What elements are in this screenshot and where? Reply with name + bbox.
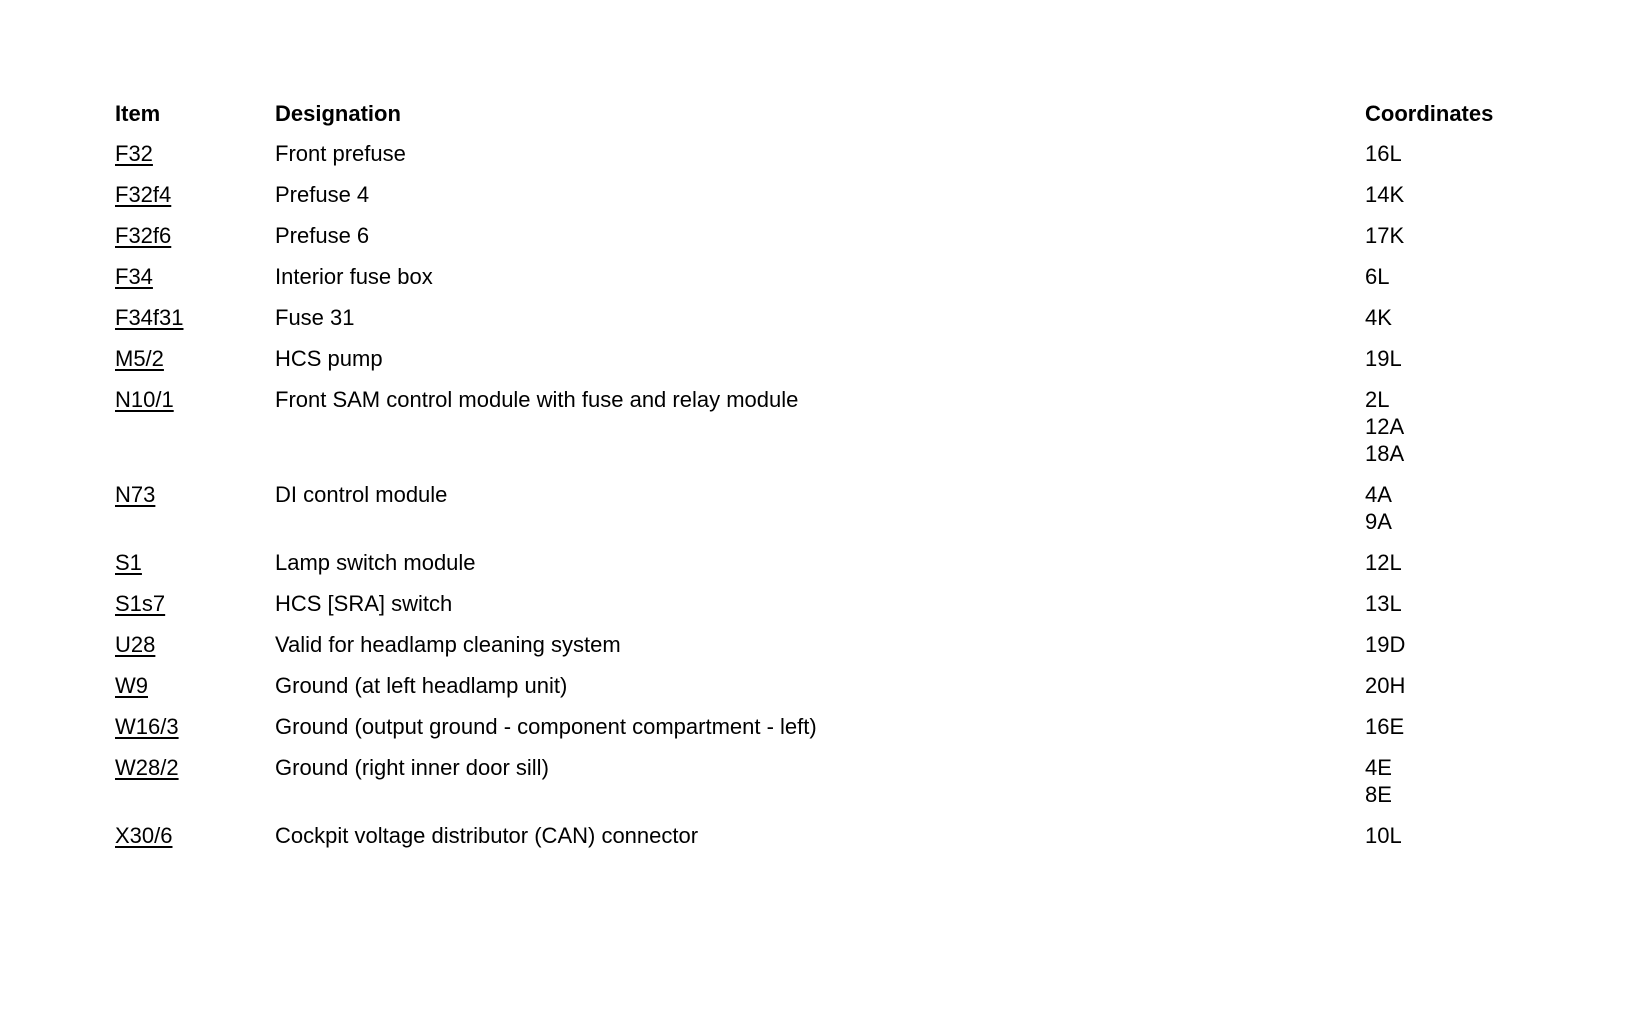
coordinates-cell <box>1365 672 1565 699</box>
item-link[interactable]: F34f31 <box>115 305 184 330</box>
item-link[interactable]: M5/2 <box>115 346 164 371</box>
coordinates-cell <box>1365 140 1565 167</box>
item-link[interactable]: F32f4 <box>115 182 172 207</box>
designation-cell: HCS pump <box>275 346 383 371</box>
item-link[interactable]: U28 <box>115 632 156 657</box>
table-row <box>115 263 1575 304</box>
table-row <box>115 481 1575 549</box>
designation-cell: Front prefuse <box>275 141 406 166</box>
item-cell <box>115 140 275 167</box>
table-row <box>115 386 1575 481</box>
table-header-row <box>115 100 1575 140</box>
coordinate-value: 12A <box>1365 414 1405 439</box>
item-cell <box>115 672 275 699</box>
item-cell <box>115 304 275 331</box>
item-link[interactable]: W9 <box>115 673 148 698</box>
designation-cell: Prefuse 4 <box>275 182 370 207</box>
item-cell <box>115 754 275 781</box>
item-link[interactable]: W16/3 <box>115 714 179 739</box>
coordinate-value: 19D <box>1365 632 1406 657</box>
coordinates-cell <box>1365 481 1565 535</box>
designation-cell: Fuse 31 <box>275 305 355 330</box>
item-cell <box>115 481 275 508</box>
table-row <box>115 140 1575 181</box>
coordinate-value: 12L <box>1365 550 1402 575</box>
table-row <box>115 590 1575 631</box>
designation-cell: Ground (at left headlamp unit) <box>275 673 568 698</box>
coordinates-cell <box>1365 345 1565 372</box>
item-cell <box>115 631 275 658</box>
item-link[interactable]: F32 <box>115 141 153 166</box>
table-body <box>115 140 1575 863</box>
table-row <box>115 754 1575 822</box>
table-row <box>115 672 1575 713</box>
coordinate-value: 16E <box>1365 714 1405 739</box>
coordinate-value: 8E <box>1365 782 1392 807</box>
coordinates-cell <box>1365 386 1565 467</box>
table-row <box>115 549 1575 590</box>
table-row <box>115 345 1575 386</box>
coordinate-value: 4A <box>1365 482 1392 507</box>
coordinate-value: 4K <box>1365 305 1392 330</box>
coordinate-value: 14K <box>1365 182 1405 207</box>
item-link[interactable]: X30/6 <box>115 823 173 848</box>
designation-cell: Front SAM control module with fuse and relay module <box>275 387 799 412</box>
item-cell <box>115 713 275 740</box>
coordinates-cell <box>1365 631 1565 658</box>
table-row <box>115 713 1575 754</box>
table-row <box>115 304 1575 345</box>
designation-cell: Prefuse 6 <box>275 223 370 248</box>
item-cell <box>115 386 275 413</box>
coordinates-cell <box>1365 263 1565 290</box>
coordinate-value: 4E <box>1365 755 1392 780</box>
item-cell <box>115 345 275 372</box>
header-coordinates: Coordinates <box>1365 101 1494 126</box>
coordinates-cell <box>1365 754 1565 808</box>
table-row <box>115 822 1575 863</box>
coordinates-cell <box>1365 222 1565 249</box>
coordinate-value: 18A <box>1365 441 1405 466</box>
coordinate-value: 10L <box>1365 823 1402 848</box>
component-legend-table <box>115 100 1575 863</box>
coordinates-cell <box>1365 549 1565 576</box>
header-designation: Designation <box>275 101 401 126</box>
item-link[interactable]: W28/2 <box>115 755 179 780</box>
coordinate-value: 17K <box>1365 223 1405 248</box>
designation-cell: Valid for headlamp cleaning system <box>275 632 621 657</box>
coordinate-value: 6L <box>1365 264 1390 289</box>
coordinate-value: 20H <box>1365 673 1406 698</box>
coordinates-cell <box>1365 713 1565 740</box>
designation-cell: Ground (right inner door sill) <box>275 755 549 780</box>
coordinates-cell <box>1365 822 1565 849</box>
coordinate-value: 2L <box>1365 387 1390 412</box>
item-cell <box>115 822 275 849</box>
coordinate-value: 19L <box>1365 346 1402 371</box>
item-link[interactable]: F32f6 <box>115 223 172 248</box>
table-row <box>115 181 1575 222</box>
designation-cell: HCS [SRA] switch <box>275 591 453 616</box>
item-link[interactable]: N73 <box>115 482 156 507</box>
designation-cell: Cockpit voltage distributor (CAN) connector <box>275 823 699 848</box>
table-row <box>115 631 1575 672</box>
coordinates-cell <box>1365 590 1565 617</box>
item-cell <box>115 181 275 208</box>
item-link[interactable]: F34 <box>115 264 153 289</box>
designation-cell: Lamp switch module <box>275 550 476 575</box>
table-row <box>115 222 1575 263</box>
coordinate-value: 16L <box>1365 141 1402 166</box>
item-link[interactable]: S1 <box>115 550 142 575</box>
coordinates-cell <box>1365 304 1565 331</box>
item-link[interactable]: S1s7 <box>115 591 166 616</box>
item-link[interactable]: N10/1 <box>115 387 174 412</box>
item-cell <box>115 263 275 290</box>
item-cell <box>115 222 275 249</box>
header-item: Item <box>115 101 161 126</box>
item-cell <box>115 590 275 617</box>
designation-cell: Interior fuse box <box>275 264 433 289</box>
designation-cell: Ground (output ground - component compartment - left) <box>275 714 817 739</box>
coordinate-value: 13L <box>1365 591 1402 616</box>
coordinates-cell <box>1365 181 1565 208</box>
designation-cell: DI control module <box>275 482 448 507</box>
item-cell <box>115 549 275 576</box>
coordinate-value: 9A <box>1365 509 1392 534</box>
